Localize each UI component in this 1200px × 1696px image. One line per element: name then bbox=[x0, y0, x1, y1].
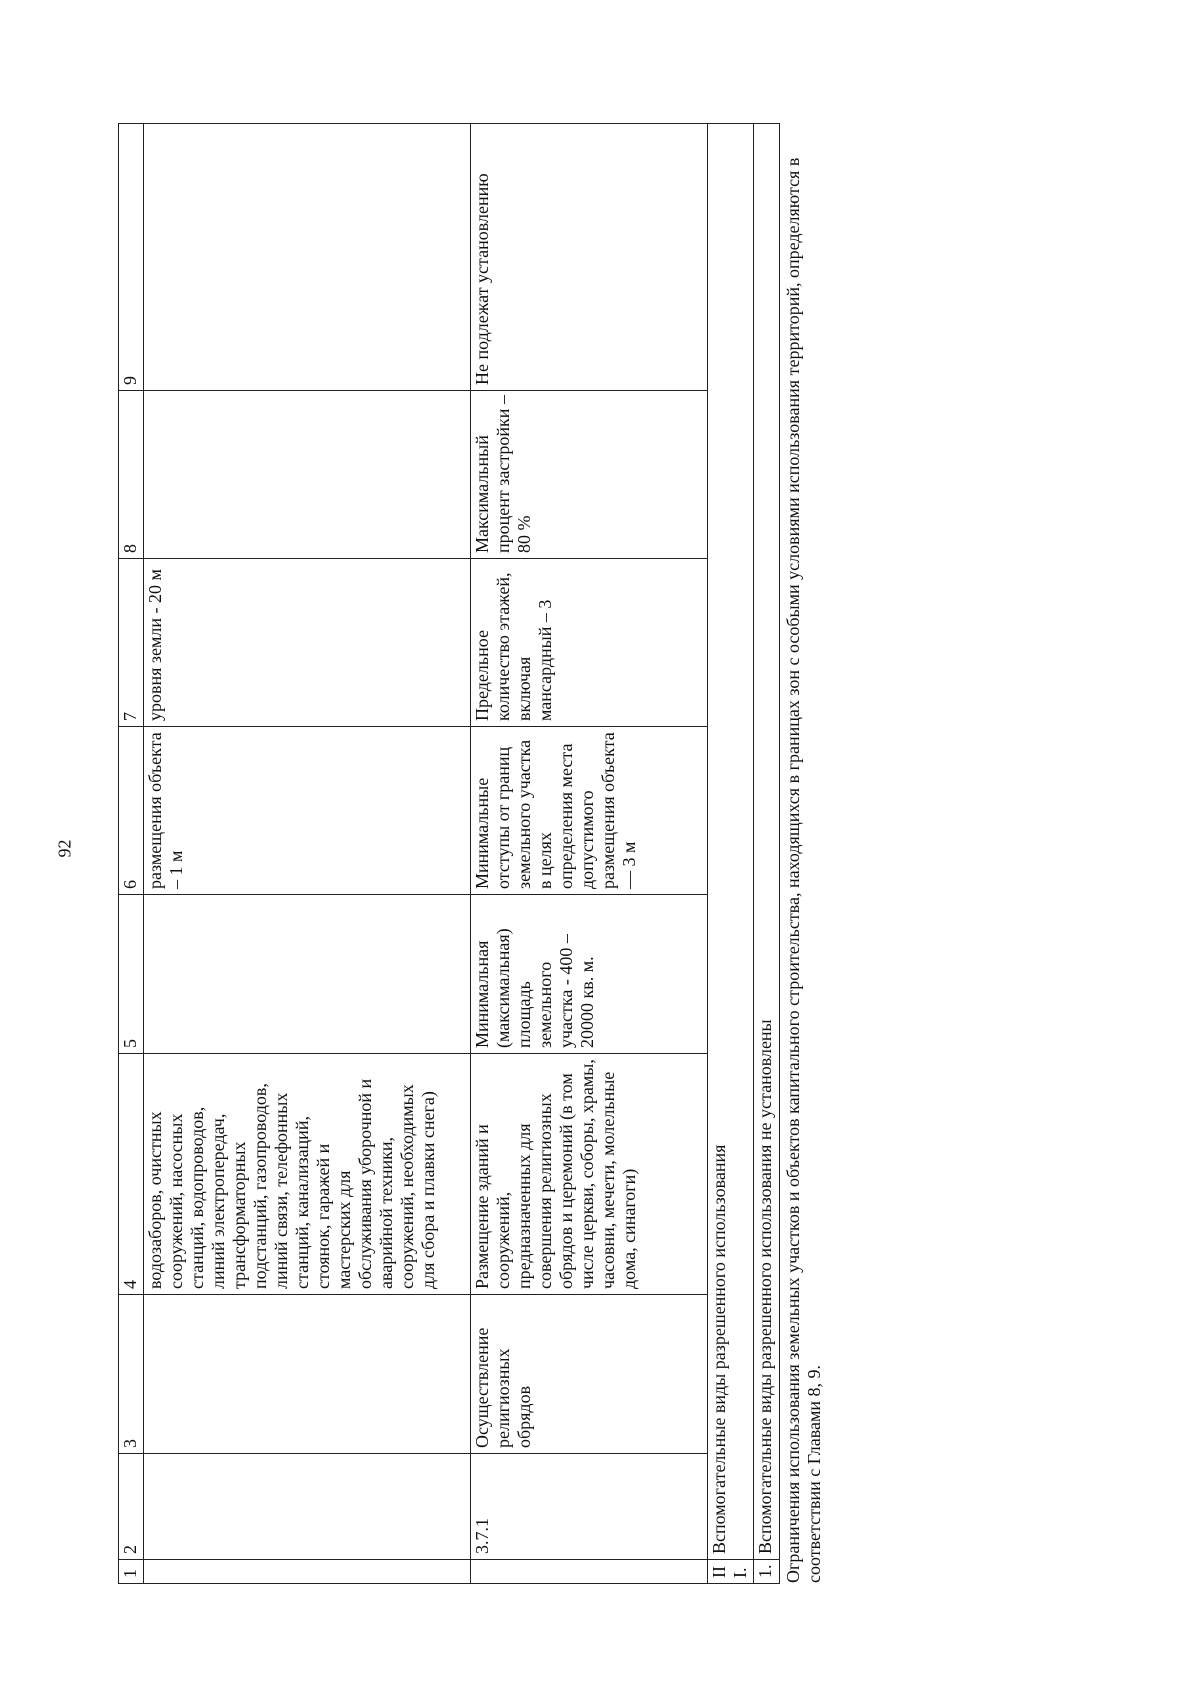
header-cell: 2 bbox=[119, 1454, 144, 1560]
table-cell: Минимальные отступы от границ земельного участка в целях определения места допустимого размещения объекта — 3 м bbox=[471, 727, 708, 895]
header-cell: 7 bbox=[119, 559, 144, 727]
table-cell: Не подлежат установлению bbox=[471, 124, 708, 391]
table-cell bbox=[144, 1560, 471, 1584]
table-header-row bbox=[119, 124, 144, 1584]
table-cell: Предельное количество этажей, включая мансардный – 3 bbox=[471, 559, 708, 727]
footnote: Ограничения использования земельных участков и объектов капитального строительства, находящихся в границах зон с особыми условиями использования территорий, определяются в соответствии с Главами 8, 9. bbox=[783, 157, 824, 1583]
table-cell bbox=[144, 1295, 471, 1454]
header-cell: 8 bbox=[119, 391, 144, 559]
table-row bbox=[144, 124, 471, 1584]
table-cell bbox=[144, 124, 471, 391]
header-cell: 6 bbox=[119, 727, 144, 895]
rotated-page-content bbox=[118, 124, 824, 1584]
header-cell: 1 bbox=[119, 1560, 144, 1584]
section-number: 1. bbox=[754, 1560, 780, 1584]
table-cell: уровня земли - 20 м bbox=[144, 559, 471, 727]
table-cell bbox=[144, 391, 471, 559]
table-cell bbox=[471, 1560, 708, 1584]
table-cell: Размещение зданий и сооружений, предназначенных для совершения религиозных обрядов и церемоний (в том числе церкви, соборы, храмы, часовни, мечети, молельные дома, синагоги) bbox=[471, 1054, 708, 1295]
section-number: III. bbox=[708, 1560, 754, 1584]
header-cell: 9 bbox=[119, 124, 144, 391]
table-cell: Максимальный процент застройки – 80 % bbox=[471, 391, 708, 559]
table-cell: Минимальная (максимальная) площадь земельного участка - 400 – 20000 кв. м. bbox=[471, 895, 708, 1054]
table-cell bbox=[144, 895, 471, 1054]
header-cell: 3 bbox=[119, 1295, 144, 1454]
table-cell: 3.7.1 bbox=[471, 1454, 708, 1560]
section-title: Вспомогательные виды разрешенного использования не установлены bbox=[754, 124, 780, 1560]
section-row bbox=[708, 124, 754, 1584]
table-cell: Осуществление религиозных обрядов bbox=[471, 1295, 708, 1454]
table-cell bbox=[144, 1454, 471, 1560]
regulations-table bbox=[118, 123, 780, 1584]
table-row bbox=[471, 124, 708, 1584]
section-row bbox=[754, 124, 780, 1584]
table-cell: водозаборов, очистных сооружений, насосных станций, водопроводов, линий электропередач, трансформаторных подстанций, газопроводов, линий связи, телефонных станций, канализаций, стоянок, гаражей и мастерских для обслуживания уборочной и аварийной техники, сооружений, необходимых для сбора и плавки снега) bbox=[144, 1054, 471, 1295]
table-cell: размещения объекта – 1 м bbox=[144, 727, 471, 895]
header-cell: 5 bbox=[119, 895, 144, 1054]
header-cell: 4 bbox=[119, 1054, 144, 1295]
section-title: Вспомогательные виды разрешенного использования bbox=[708, 124, 754, 1560]
page-number: 92 bbox=[54, 839, 75, 858]
